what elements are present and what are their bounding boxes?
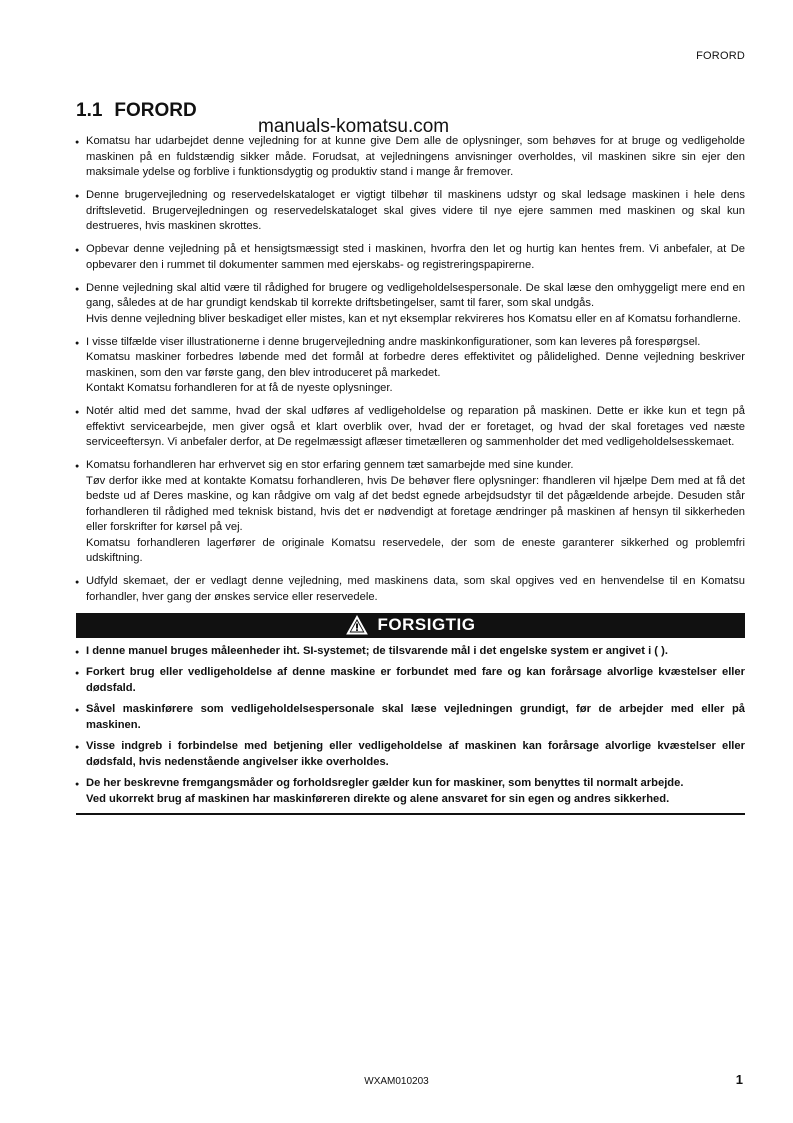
paragraph: ● Forkert brug eller vedligeholdelse af denne maskine er forbundet med fare og kan forårsage alvorlige kvæstelser eller dødsfald. xyxy=(86,666,745,694)
list-item xyxy=(76,404,745,451)
list-item xyxy=(76,188,745,235)
paragraph: ● Opbevar denne vejledning på et hensigtsmæssigt sted i maskinen, hvorfra den let og hurtig kan hentes frem. Vi anbefaler, at De opbevarer den i rummet til dokumenter sammen med ejerskabs- og registreringspapirerne. xyxy=(86,243,745,271)
list-item xyxy=(76,776,745,807)
paragraph: ● Komatsu har udarbejdet denne vejledning for at kunne give Dem alle de oplysninger, som behøves for at bruge og vedligeholde maskinen på en fuldstændig sikker måde. Forudsat, at vejledningens anvisninger overholdes, vil maskinen sikre sin ejer den maksimale ydelse og forblive i funktionsdygtig og produktiv stand i mange år fremover. xyxy=(86,135,745,178)
list-item xyxy=(76,574,745,605)
list-item xyxy=(76,134,745,181)
caution-banner xyxy=(76,613,745,638)
list-item xyxy=(76,739,745,770)
document-code: WXAM010203 xyxy=(364,1076,429,1087)
section-number: 1.1 xyxy=(76,100,103,121)
paragraph: Tøv derfor ikke med at kontakte Komatsu forhandleren, hvis De behøver flere oplysninger: fhandleren vil hjælpe Dem med at få det bedste ud af Deres maskine, og kan rådgive om valg af det bedst egnede arbejdsudstyr til det pågældende arbejde. Desuden står forhandleren til rådighed med teknisk bistand, hvis det er nødvendigt at foretage ændringer på maskinen af hensyn til sikkerheden eller forskrifter for kørsel på vej. xyxy=(86,474,745,533)
paragraph: Ved ukorrekt brug af maskinen har maskinføreren direkte og alene ansvaret for sin egen og andres sikkerhed. xyxy=(86,792,670,805)
paragraph: Hvis denne vejledning bliver beskadiget eller mistes, kan et nyt eksemplar rekvireres hos Komatsu eller en af Komatsu forhandlerne. xyxy=(86,312,741,325)
paragraph: ● Udfyld skemaet, der er vedlagt denne vejledning, med maskinens data, som skal opgives ved en henvendelse til en Komatsu forhandler, hver gang der ønskes service eller reservedele. xyxy=(86,575,745,603)
paragraph: ● Visse indgreb i forbindelse med betjening eller vedligeholdelse af maskinen kan forårsage alvorlige kvæstelser eller dødsfald, hvis nedenstående angivelser ikke overholdes. xyxy=(86,740,745,768)
section-title xyxy=(76,100,197,122)
paragraph: ● De her beskrevne fremgangsmåder og forholdsregler gælder kun for maskiner, som benyttes til normalt arbejde. xyxy=(86,777,684,789)
paragraph: ● Denne vejledning skal altid være til rådighed for brugere og vedligeholdelsespersonale. De skal læse den omhyggeligt mere end en gang, således at de har grundigt kendskab til korrekte driftsbetingelser, samt til farer, som skal undgås. xyxy=(86,281,745,309)
list-item xyxy=(76,665,745,696)
caution-list xyxy=(76,644,745,808)
section-heading: FORORD xyxy=(114,100,197,121)
paragraph: ● Såvel maskinførere som vedligeholdelsespersonale skal læse vejledningen grundigt, før de arbejder med eller på maskinen. xyxy=(86,703,745,731)
caution-label: FORSIGTIG xyxy=(377,615,476,634)
list-item xyxy=(76,335,745,397)
list-item xyxy=(76,644,745,660)
paragraph: ● I denne manuel bruges måleenheder iht. SI-systemet; de tilsvarende mål i det engelske system er angivet i ( ). xyxy=(86,644,668,657)
paragraph: ● Notér altid med det samme, hvad der skal udføres af vedligeholdelse og reparation på maskinen. Dette er ikke kun et tegn på effektivt servicearbejde, men giver også et klart overblik over, hvad der er foretaget, og hvad der skal foretages ved næste serviceeftersyn. Vi anbefaler derfor, at De regelmæssigt aflæser timetælleren og sammenholder det med vedligeholdelsesskemaet. xyxy=(86,405,745,448)
paragraph: ● Denne brugervejledning og reservedelskataloget er vigtigt tilbehør til maskinens udstyr og skal ledsage maskinen i hele dens driftslevetid. Brugervejledningen og reservedelskataloget skal gives videre til nye ejere sammen med maskinen og skal kun destrueres, hvis maskinen skrottes. xyxy=(86,189,745,232)
watermark-text: manuals-komatsu.com xyxy=(258,116,450,137)
section-divider xyxy=(76,813,745,815)
paragraph: Kontakt Komatsu forhandleren for at få de nyeste oplysninger. xyxy=(86,382,393,394)
paragraph: Komatsu maskiner forbedres løbende med det formål at forbedre deres effektivitet og pålidelighed. Denne vejledning beskriver maskinen, som den var første gang, den blev introduceret på markedet. xyxy=(86,351,745,379)
page-number: 1 xyxy=(735,1072,743,1087)
page-content xyxy=(76,134,745,815)
paragraph: ● Komatsu forhandleren har erhvervet sig en stor erfaring gennem tæt samarbejde med sine kunder. xyxy=(86,459,574,471)
running-header: FORORD xyxy=(696,50,745,62)
paragraph: ● I visse tilfælde viser illustrationerne i denne brugervejledning andre maskinkonfigurationer, som kan leveres på forespørgsel. xyxy=(86,335,701,348)
list-item xyxy=(76,702,745,733)
foreword-list xyxy=(76,134,745,605)
warning-icon xyxy=(346,615,368,635)
list-item xyxy=(76,281,745,328)
paragraph: Komatsu forhandleren lagerfører de originale Komatsu reservedele, der som de eneste garanterer sikkerhed og problemfri udskiftning. xyxy=(86,536,745,564)
list-item xyxy=(76,242,745,273)
list-item xyxy=(76,458,745,567)
